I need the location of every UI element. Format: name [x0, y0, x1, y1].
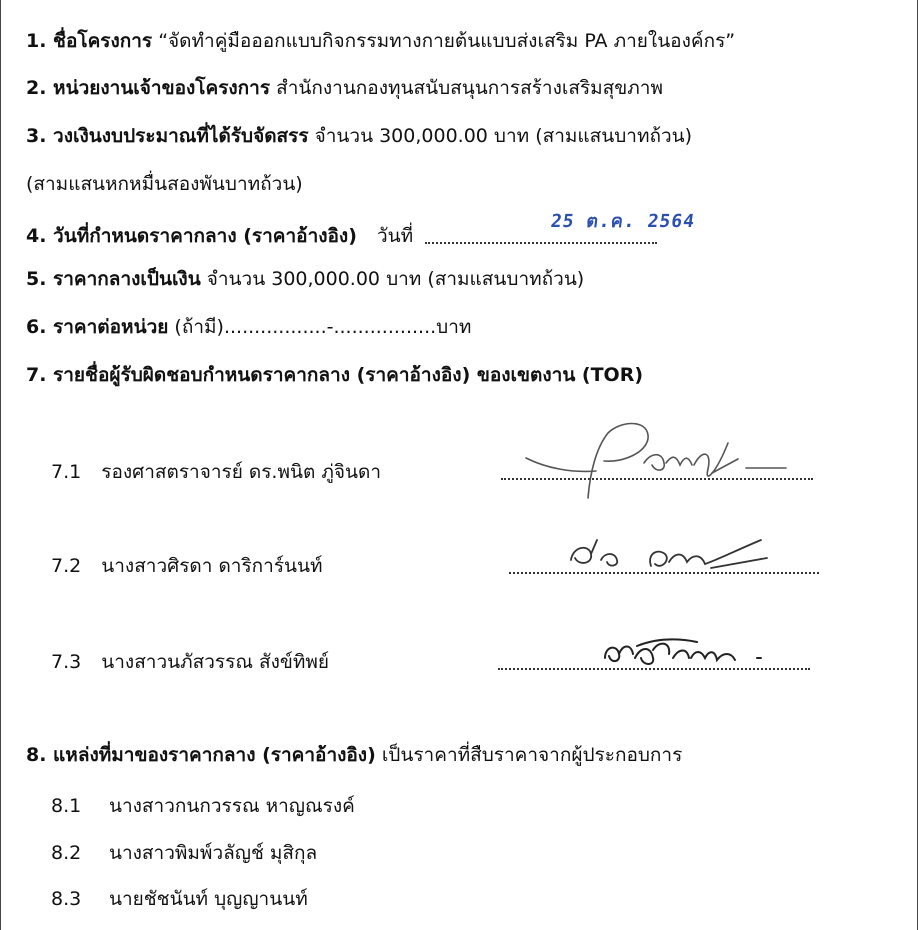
- responsible-member-3: [51, 647, 329, 677]
- budget-line: [26, 125, 692, 148]
- source-number: 8.2: [51, 842, 82, 864]
- responsible-heading: [26, 364, 643, 387]
- member-number: 7.2: [51, 555, 82, 577]
- source-name: นายชัชนันท์ บุญญานนท์: [109, 888, 308, 910]
- price-source-1: [51, 791, 355, 821]
- owner-agency-label: 2. หน่วยงานเจ้าของโครงการ: [26, 77, 271, 99]
- source-name: นางสาวกนกวรรณ หาญณรงค์: [109, 795, 355, 817]
- project-name-label: 1. ชื่อโครงการ: [26, 30, 153, 52]
- source-name: นางสาวพิมพ์วลัญช์ มุสิกุล: [109, 842, 318, 864]
- median-price-line: [26, 268, 584, 291]
- unit-price-line: [26, 316, 471, 339]
- reference-date-prefix: วันที่: [376, 225, 414, 247]
- member-name: นางสาวศิรดา ดาริการ์นนท์: [101, 555, 323, 577]
- project-name-line: [26, 30, 735, 53]
- price-source-3: [51, 884, 308, 914]
- median-price-value: จำนวน 300,000.00 บาท (สามแสนบาทถ้วน): [206, 268, 585, 290]
- price-source-2: [51, 838, 317, 868]
- unit-price-label: 6. ราคาต่อหน่วย: [26, 316, 169, 338]
- source-number: 8.1: [51, 795, 82, 817]
- responsible-heading-text: 7. รายชื่อผู้รับผิดชอบกำหนดราคากลาง (ราคาอ้างอิง) ของเขตงาน (TOR): [26, 364, 644, 386]
- signature-2: [561, 530, 791, 580]
- member-number: 7.1: [51, 461, 82, 483]
- responsible-member-1: [51, 457, 381, 487]
- price-source-line: [26, 744, 682, 767]
- price-source-label: 8. แหล่งที่มาของราคากลาง (ราคาอ้างอิง): [26, 744, 376, 766]
- budget-note-text: (สามแสนหกหมื่นสองพันบาทถ้วน): [26, 173, 303, 195]
- owner-agency-value: สำนักงานกองทุนสนับสนุนการสร้างเสริมสุขภาพ: [276, 77, 663, 99]
- source-number: 8.3: [51, 888, 82, 910]
- member-name: นางสาวนภัสวรรณ สังข์ทิพย์: [101, 651, 330, 673]
- budget-value: จำนวน 300,000.00 บาท (สามแสนบาทถ้วน): [314, 125, 693, 147]
- project-name-value: “จัดทำคู่มือออกแบบกิจกรรมทางกายต้นแบบส่งเสริม PA ภายในองค์กร”: [158, 30, 736, 52]
- handwritten-date: 25 ต.ค. 2564: [549, 211, 697, 232]
- signature-1: [516, 413, 796, 503]
- owner-agency-line: [26, 77, 663, 100]
- price-source-value: เป็นราคาที่สืบราคาจากผู้ประกอบการ: [381, 744, 683, 766]
- reference-date-label: 4. วันที่กำหนดราคากลาง (ราคาอ้างอิง): [26, 225, 357, 247]
- member-number: 7.3: [51, 651, 82, 673]
- budget-note: [26, 173, 303, 196]
- budget-label: 3. วงเงินงบประมาณที่ได้รับจัดสรร: [26, 125, 309, 147]
- signature-3: [597, 632, 777, 672]
- member-name: รองศาสตราจารย์ ดร.พนิต ภู่จินดา: [101, 461, 382, 483]
- unit-price-value: (ถ้ามี).................-.................บาท: [174, 316, 472, 338]
- median-price-label: 5. ราคากลางเป็นเงิน: [26, 268, 201, 290]
- responsible-member-2: [51, 551, 323, 581]
